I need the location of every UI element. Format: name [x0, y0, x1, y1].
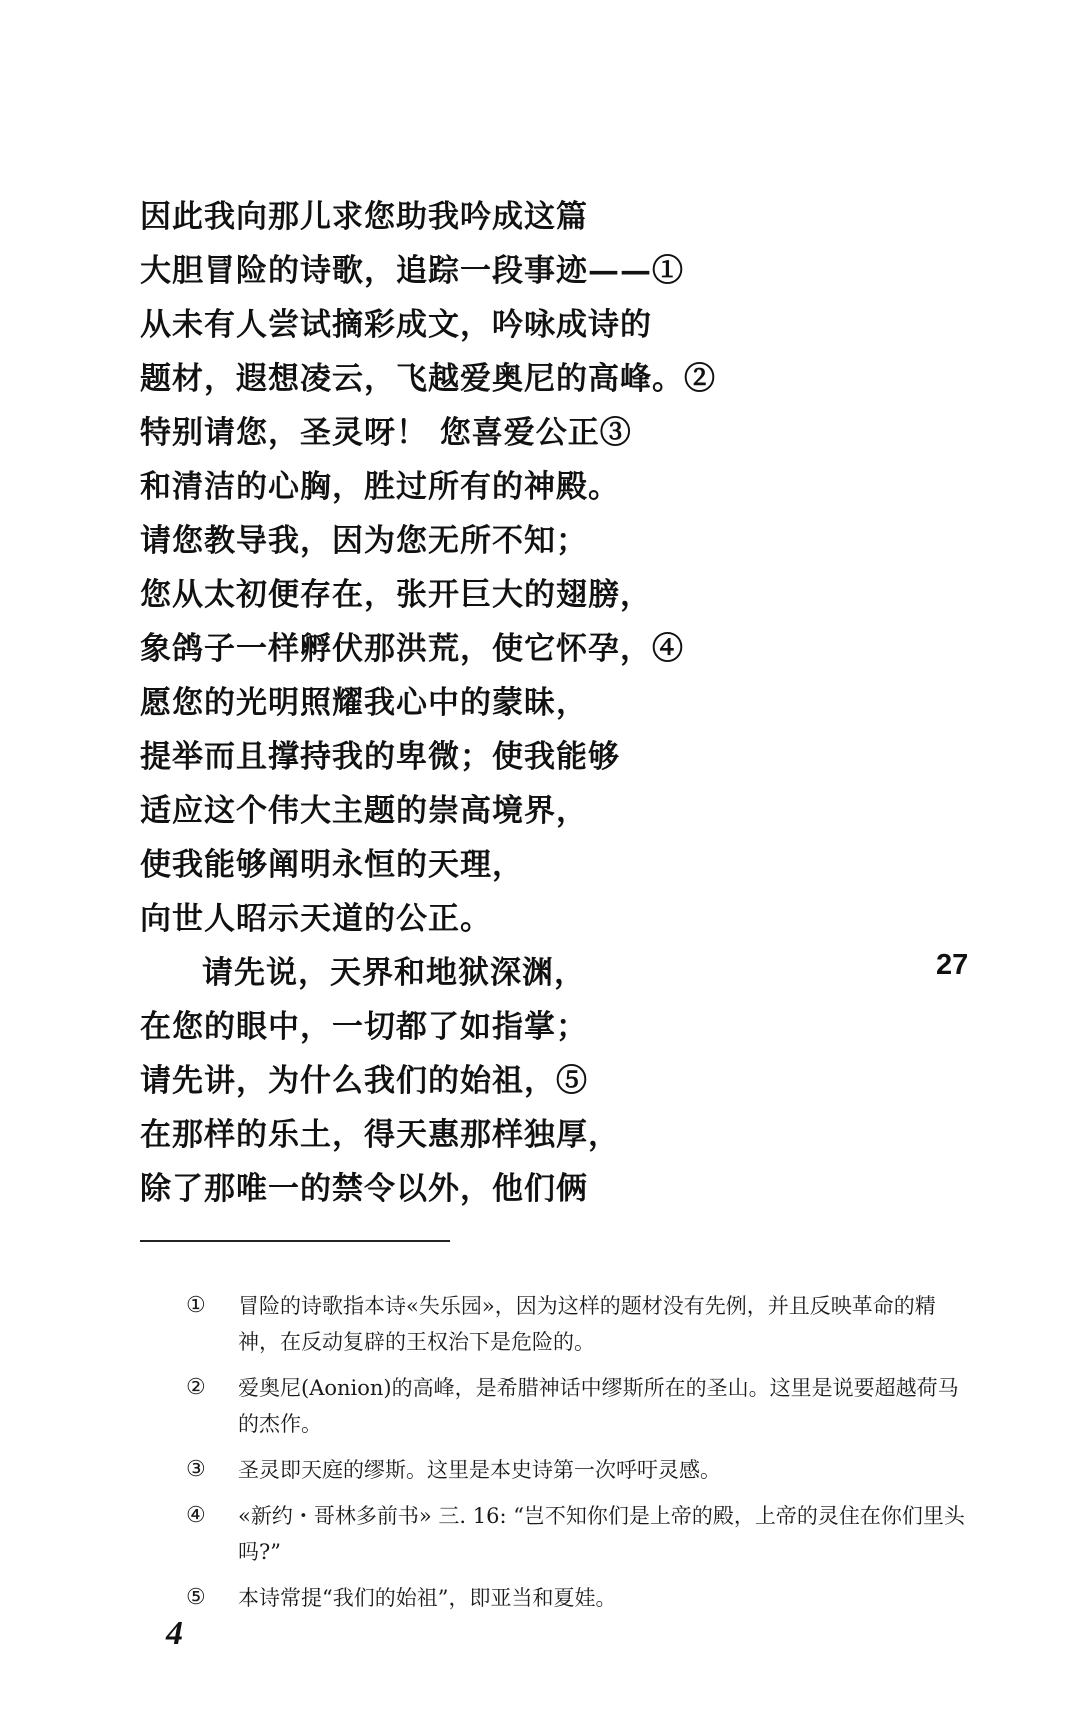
footnote	[186, 1370, 976, 1442]
footnote-text: 爱奥尼(Aonion)的高峰，是希腊神话中缪斯所在的圣山。这里是说要超越荷马的杰作。	[238, 1376, 959, 1436]
poem-line: 大胆冒险的诗歌，追踪一段事迹——①	[140, 253, 684, 289]
poem-line: 和清洁的心胸，胜过所有的神殿。	[140, 469, 620, 505]
footnote-marker: ④	[186, 1503, 206, 1528]
poem-line: 向世人昭示天道的公正。	[140, 901, 492, 937]
poem-line: 除了那唯一的禁令以外，他们俩	[140, 1171, 588, 1207]
footnote	[186, 1498, 976, 1570]
footnote-text: 圣灵即天庭的缪斯。这里是本史诗第一次呼吁灵感。	[238, 1458, 721, 1482]
poem-line: 象鸽子一样孵伏那洪荒，使它怀孕，④	[140, 631, 684, 667]
footnote-text: 冒险的诗歌指本诗«失乐园»，因为这样的题材没有先例，并且反映革命的精神，在反动复辟的王权治下是危险的。	[238, 1294, 936, 1354]
poem-line: 适应这个伟大主题的崇高境界，	[140, 793, 588, 829]
poem-line: 从未有人尝试摘彩成文，吟咏成诗的	[140, 307, 652, 343]
poem-line: 提举而且撑持我的卑微；使我能够	[140, 739, 620, 775]
poem-line: 愿您的光明照耀我心中的蒙昧，	[140, 685, 588, 721]
poem-line: 请您教导我，因为您无所不知；	[140, 523, 588, 559]
poem-text	[140, 190, 920, 1216]
footnote-marker: ⑤	[186, 1585, 206, 1610]
verse-line-number: 27	[936, 949, 969, 981]
poem-line: 因此我向那儿求您助我吟成这篇	[140, 199, 588, 235]
poem-line: 使我能够阐明永恒的天理，	[140, 847, 524, 883]
footnote-marker: ③	[186, 1457, 206, 1482]
footnote	[186, 1452, 976, 1488]
poem-line: 特别请您，圣灵呀！ 您喜爱公正③	[140, 415, 632, 451]
footnote-text: «新约・哥林多前书» 三. 16: “岂不知你们是上帝的殿，上帝的灵住在你们里头吗?”	[238, 1504, 965, 1564]
footnote-divider	[140, 1240, 450, 1242]
footnote	[186, 1288, 976, 1360]
footnote-marker: ①	[186, 1293, 206, 1318]
footnote-text: 本诗常提“我们的始祖”，即亚当和夏娃。	[238, 1586, 617, 1610]
poem-line: 您从太初便存在，张开巨大的翅膀，	[140, 577, 652, 613]
poem-line: 请先说，天界和地狱深渊，	[202, 955, 586, 991]
poem-line: 请先讲，为什么我们的始祖，⑤	[140, 1063, 588, 1099]
poem-line: 题材，遐想凌云，飞越爱奥尼的高峰。②	[140, 361, 716, 397]
footnotes	[186, 1288, 976, 1626]
footnote	[186, 1580, 976, 1616]
footnote-marker: ②	[186, 1375, 206, 1400]
poem-line: 在那样的乐土，得天惠那样独厚，	[140, 1117, 620, 1153]
poem-line: 在您的眼中，一切都了如指掌；	[140, 1009, 588, 1045]
page-number: 4	[166, 1615, 183, 1652]
